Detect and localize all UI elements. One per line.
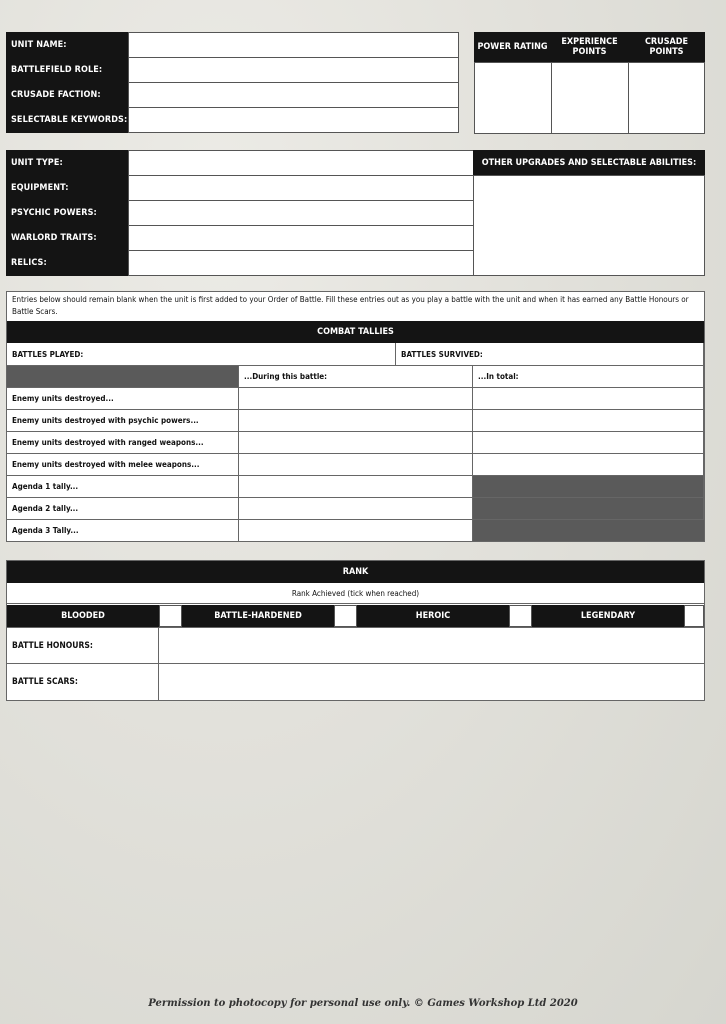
tally-during-field[interactable] <box>239 410 473 432</box>
tally-total-field[interactable] <box>473 432 704 454</box>
power-rating-header: POWER RATING <box>474 32 551 62</box>
battle-honours-field[interactable] <box>159 627 704 664</box>
tally-row-label: Agenda 2 tally... <box>7 498 239 520</box>
combat-tallies-block <box>6 291 705 542</box>
crusade-faction-label: CRUSADE FACTION: <box>11 89 101 100</box>
upgrades-header: OTHER UPGRADES AND SELECTABLE ABILITIES: <box>473 150 705 176</box>
experience-points-header: EXPERIENCE POINTS <box>551 32 628 62</box>
tally-during-field[interactable] <box>239 476 473 498</box>
footer-permission: Permission to photocopy for personal use only. © Games Workshop Ltd 2020 <box>148 998 578 1009</box>
tally-row-label: Agenda 3 Tally... <box>7 520 239 541</box>
battles-played-label[interactable]: BATTLES PLAYED: <box>7 343 396 366</box>
battle-scars-label: BATTLE SCARS: <box>7 664 159 700</box>
unit-name-field[interactable] <box>128 32 459 58</box>
crusade-points-header: CRUSADE POINTS <box>628 32 705 62</box>
warlord-traits-field[interactable] <box>128 225 474 251</box>
experience-points-field[interactable] <box>551 62 629 134</box>
rank-subtitle: Rank Achieved (tick when reached) <box>7 583 704 604</box>
rank-battle-hardened-checkbox[interactable] <box>334 605 357 627</box>
relics-field[interactable] <box>128 250 474 276</box>
rank-blooded-checkbox[interactable] <box>159 605 182 627</box>
unit-type-label: UNIT TYPE: <box>11 157 63 168</box>
selectable-keywords-field[interactable] <box>128 107 459 133</box>
tally-during-field[interactable] <box>239 498 473 520</box>
equipment-field[interactable] <box>128 175 474 201</box>
tally-row-label: Enemy units destroyed with ranged weapons... <box>7 432 239 454</box>
battlefield-role-label: BATTLEFIELD ROLE: <box>11 64 103 75</box>
battlefield-role-field[interactable] <box>128 57 459 83</box>
equipment-block <box>6 150 705 276</box>
combat-note: Entries below should remain blank when the unit is first added to your Order of Battle. Fill these entries out as you play a battle with the unit and when it has earned any Battle Honours or Battle Scars. <box>12 295 689 316</box>
upgrades-field[interactable] <box>473 175 705 276</box>
tally-during-field[interactable] <box>239 454 473 476</box>
battles-survived-label[interactable]: BATTLES SURVIVED: <box>396 343 704 366</box>
relics-label: RELICS: <box>11 258 47 268</box>
psychic-powers-label: PSYCHIC POWERS: <box>11 207 97 218</box>
tally-total-disabled <box>473 476 704 498</box>
tally-total-field[interactable] <box>473 454 704 476</box>
warlord-traits-label: WARLORD TRAITS: <box>11 232 97 243</box>
tally-row-label: Enemy units destroyed... <box>7 388 239 410</box>
points-block <box>474 32 705 134</box>
tally-total-field[interactable] <box>473 410 704 432</box>
tally-row-label: Agenda 1 tally... <box>7 476 239 498</box>
power-rating-field[interactable] <box>474 62 552 134</box>
tally-total-disabled <box>473 498 704 520</box>
psychic-powers-field[interactable] <box>128 200 474 226</box>
tally-during-field[interactable] <box>239 388 473 410</box>
combat-tallies-title: COMBAT TALLIES <box>7 321 704 343</box>
tally-row-label: Enemy units destroyed with melee weapons... <box>7 454 239 476</box>
equipment-label: EQUIPMENT: <box>11 182 69 193</box>
rank-blooded: BLOODED <box>7 605 159 627</box>
rank-block <box>6 560 705 701</box>
tally-row-label: Enemy units destroyed with psychic powers... <box>7 410 239 432</box>
rank-battle-hardened: BATTLE-HARDENED <box>182 605 334 627</box>
battle-scars-field[interactable] <box>159 664 704 700</box>
battle-honours-label: BATTLE HONOURS: <box>7 627 159 664</box>
rank-title: RANK <box>7 561 704 583</box>
tally-total-disabled <box>473 520 704 541</box>
tally-total-field[interactable] <box>473 388 704 410</box>
during-battle-header: ...During this battle: <box>239 366 473 388</box>
unit-info-block <box>6 32 459 133</box>
rank-heroic: HEROIC <box>357 605 509 627</box>
tally-header-blank <box>7 366 239 388</box>
tally-during-field[interactable] <box>239 520 473 541</box>
in-total-header: ...In total: <box>473 366 704 388</box>
tally-during-field[interactable] <box>239 432 473 454</box>
crusade-faction-field[interactable] <box>128 82 459 108</box>
unit-type-field[interactable] <box>128 150 474 176</box>
selectable-keywords-label: SELECTABLE KEYWORDS: <box>11 115 128 125</box>
rank-legendary: LEGENDARY <box>532 605 684 627</box>
rank-heroic-checkbox[interactable] <box>509 605 532 627</box>
rank-legendary-checkbox[interactable] <box>684 605 704 627</box>
unit-name-label: UNIT NAME: <box>11 39 67 50</box>
crusade-points-field[interactable] <box>628 62 705 134</box>
